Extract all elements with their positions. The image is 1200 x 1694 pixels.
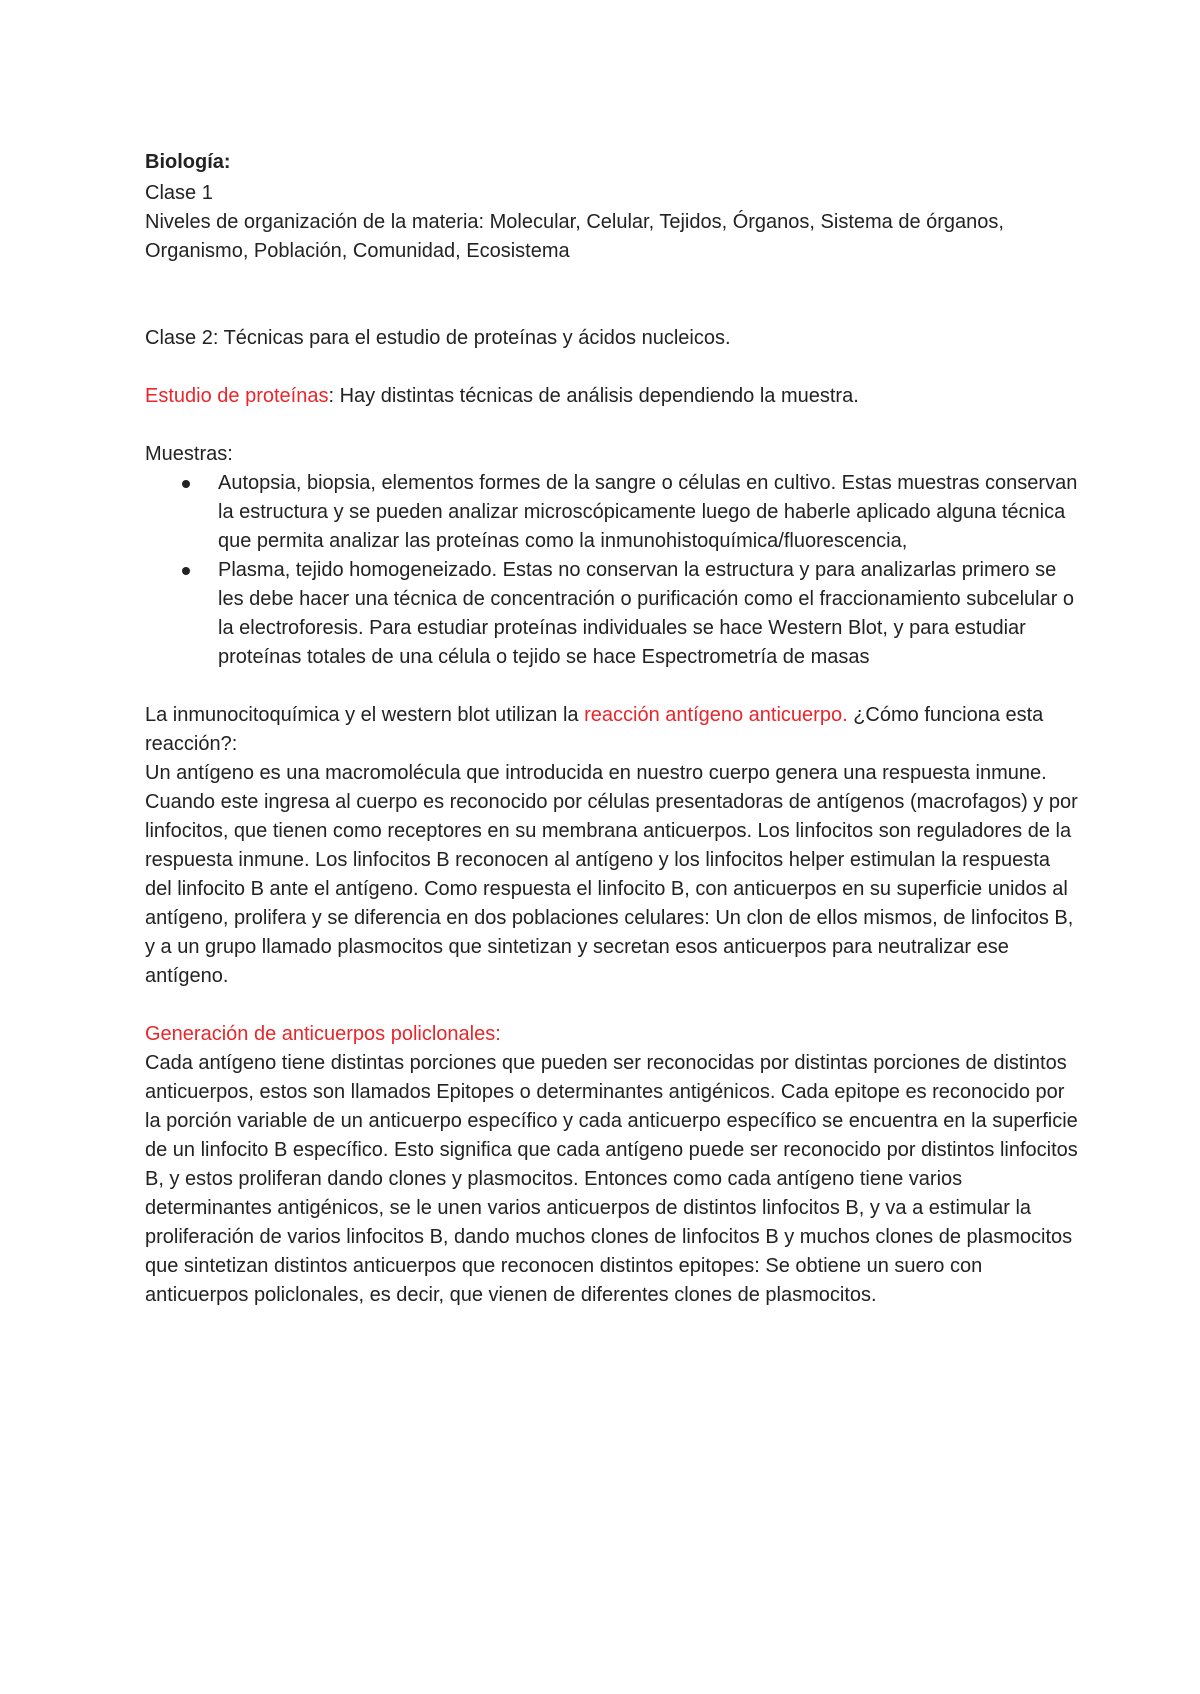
spacer: [145, 353, 1080, 382]
spacer: [145, 266, 1080, 324]
spacer: [145, 411, 1080, 440]
policlonales-body: Cada antígeno tiene distintas porciones que pueden ser reconocidas por distintas porciones de distintos anticuerpos, estos son llamados Epitopes o determinantes antigénicos. Cada epitope es reconocido por la porción variable de un anticuerpo específico y cada anticuerpo específico se encuentra en la superficie de un linfocito B específico. Esto significa que cada antígeno puede ser reconocido por distintos linfocitos B, y estos proliferan dando clones y plasmocitos. Entonces como cada antígeno tiene varios determinantes antigénicos, se le unen varios anticuerpos de distintos linfocitos B, y va a estimular la proliferación de varios linfocitos B, dando muchos clones de linfocitos B y muchos clones de plasmocitos que sintetizan distintos anticuerpos que reconocen distintos epitopes: Se obtiene un suero con anticuerpos policlonales, es decir, que vienen de diferentes clones de plasmocitos.: [145, 1052, 1078, 1306]
estudio-text: : Hay distintas técnicas de análisis dependiendo la muestra.: [328, 385, 859, 407]
clase1-heading: Clase 1: [145, 182, 213, 204]
spacer: [145, 991, 1080, 1020]
muestras-heading: Muestras:: [145, 443, 233, 465]
policlonales-heading: Generación de anticuerpos policlonales:: [145, 1023, 501, 1045]
reaccion-highlight: reacción antígeno anticuerpo.: [584, 704, 848, 726]
reaccion-pre: La inmunocitoquímica y el western blot utilizan la: [145, 704, 585, 726]
reaccion-intro: [145, 701, 1080, 759]
clase2-heading: Clase 2: Técnicas para el estudio de proteínas y ácidos nucleicos.: [145, 327, 731, 349]
estudio-label: Estudio de proteínas: [145, 385, 329, 407]
list-item: Plasma, tejido homogeneizado. Estas no conservan la estructura y para analizarlas primero se les debe hacer una técnica de concentración o purificación como el fraccionamiento subcelular o la electroforesis. Para estudiar proteínas individuales se hace Western Blot, y para estudiar proteínas totales de una célula o tejido se hace Espectrometría de masas: [218, 556, 1080, 672]
reaccion-body: Un antígeno es una macromolécula que introducida en nuestro cuerpo genera una respuesta inmune. Cuando este ingresa al cuerpo es reconocido por células presentadoras de antígenos (macrofagos) y por linfocitos, que tienen como receptores en su membrana anticuerpos. Los linfocitos son reguladores de la respuesta inmune. Los linfocitos B reconocen al antígeno y los linfocitos helper estimulan la respuesta del linfocito B ante el antígeno. Como respuesta el linfocito B, con anticuerpos en su superficie unidos al antígeno, prolifera y se diferencia en dos poblaciones celulares: Un clon de ellos mismos, de linfocitos B, y a un grupo llamado plasmocitos que sintetizan y secretan esos anticuerpos para neutralizar ese antígeno.: [145, 762, 1078, 987]
document-title: Biología:: [145, 151, 231, 173]
clase1-text: Niveles de organización de la materia: Molecular, Celular, Tejidos, Órganos, Sistema de órganos, Organismo, Población, Comunidad, Ecosistema: [145, 211, 1004, 262]
spacer: [145, 672, 1080, 701]
reaccion-post: ¿Cómo funciona esta reacción?:: [145, 704, 1044, 755]
estudio-paragraph: [145, 382, 1080, 411]
muestras-list: [145, 469, 1080, 672]
list-item: Autopsia, biopsia, elementos formes de la sangre o células en cultivo. Estas muestras conservan la estructura y se pueden analizar microscópicamente luego de haberle aplicado alguna técnica que permita analizar las proteínas como la inmunohistoquímica/fluorescencia,: [218, 469, 1080, 556]
